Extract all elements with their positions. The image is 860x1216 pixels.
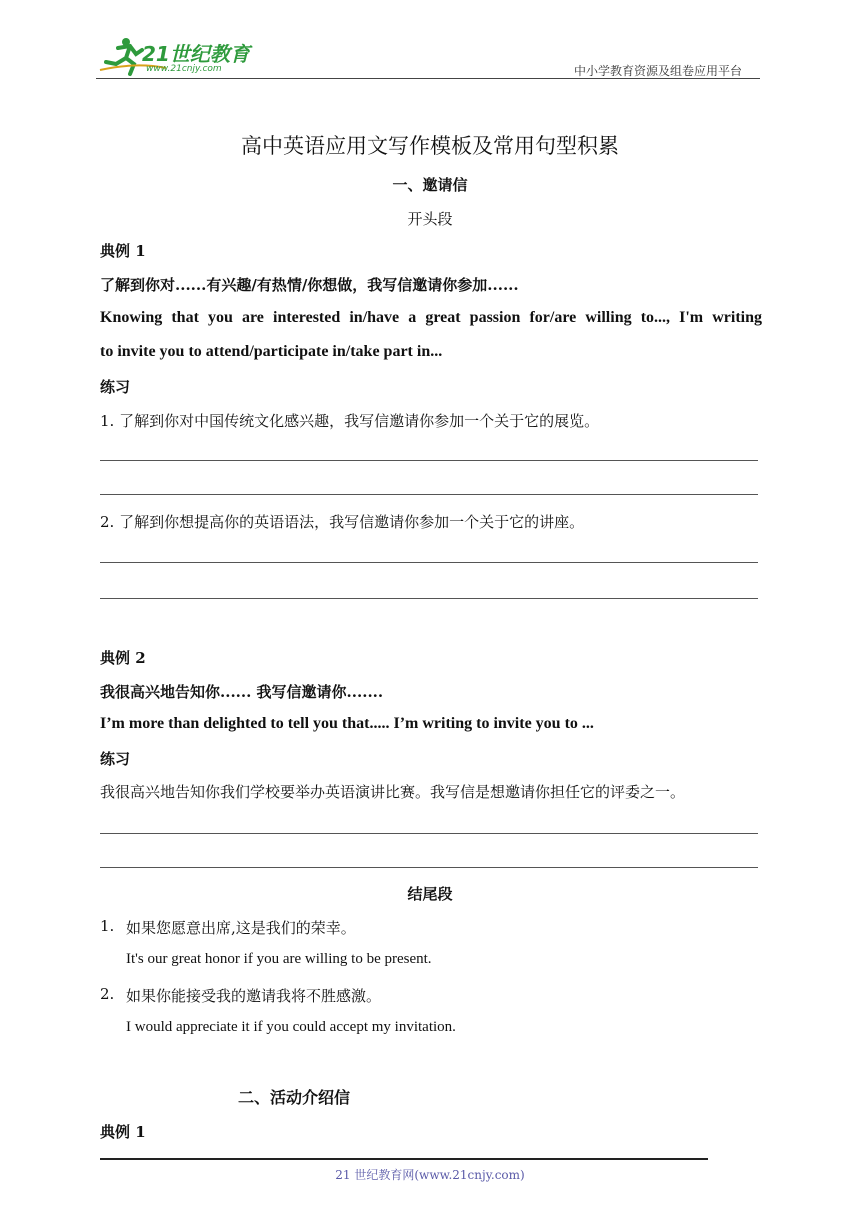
closing-item-cn: 如果你能接受我的邀请我将不胜感激。 [126,987,382,1005]
closing-item-number: 1. [100,917,115,935]
site-logo [96,34,266,78]
example1-en-line2: to invite you to attend/participate in/take part in... [100,343,443,360]
example2-en: I’m more than delighted to tell you that..... I’m writing to invite you to ... [100,715,594,732]
logo-url: www.21cnjy.com [146,64,222,74]
answer-line[interactable] [100,460,758,461]
example1-cn: 了解到你对......有兴趣/有热情/你想做，我写信邀请你参加...... [100,276,519,294]
section2-example1-label: 典例 1 [100,1123,146,1141]
footer-text[interactable]: 21 世纪教育网(www.21cnjy.com) [335,1168,525,1182]
answer-line[interactable] [100,562,758,563]
example1-en-line1: Knowing that you are interested in/have a great passion for/are willing to..., I'm writing [100,309,762,326]
example1-label: 典例 1 [100,242,146,260]
example2-cn: 我很高兴地告知你...... 我写信邀请你....... [100,683,384,701]
practice1-label: 练习 [100,378,131,396]
logo-text: 21世纪教育 [142,42,250,66]
closing-heading: 结尾段 [407,885,453,903]
header-divider [96,78,760,79]
section-heading-activity: 二、活动介绍信 [238,1088,351,1107]
closing-item-en: It's our great honor if you are willing to be present. [126,951,432,967]
closing-item-cn: 如果您愿意出席,这是我们的荣幸。 [126,919,356,937]
answer-line[interactable] [100,833,758,834]
opening-heading: 开头段 [407,210,453,228]
answer-line[interactable] [100,494,758,495]
example2-label: 典例 2 [100,649,146,667]
practice2-label: 练习 [100,750,131,768]
answer-line[interactable] [100,598,758,599]
header-platform-text: 中小学教育资源及组卷应用平台 [574,64,743,78]
practice1-question2: 2. 了解到你想提高你的英语语法，我写信邀请你参加一个关于它的讲座。 [100,513,585,531]
practice2-question: 我很高兴地告知你我们学校要举办英语演讲比赛。我写信是想邀请你担任它的评委之一。 [100,783,686,801]
section-heading-invitation: 一、邀请信 [392,176,468,194]
page-title: 高中英语应用文写作模板及常用句型积累 [241,134,619,158]
answer-line[interactable] [100,867,758,868]
closing-item-en: I would appreciate it if you could accept my invitation. [126,1019,456,1035]
footer-divider [100,1158,708,1160]
closing-item-number: 2. [100,985,115,1003]
practice1-question1: 1. 了解到你对中国传统文化感兴趣，我写信邀请你参加一个关于它的展览。 [100,412,600,430]
